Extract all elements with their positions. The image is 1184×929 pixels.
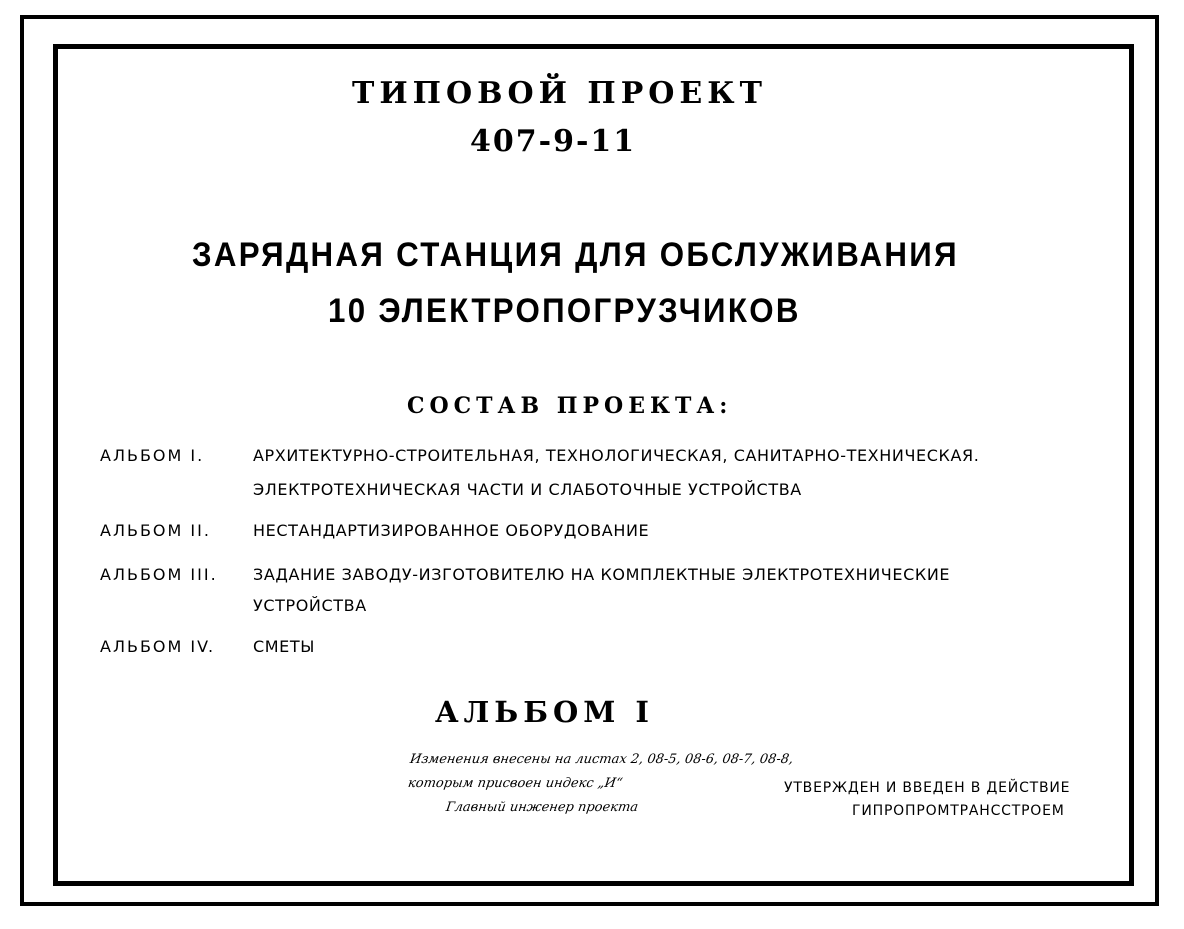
album-1-line2: ЭЛЕКТРОТЕХНИЧЕСКАЯ ЧАСТИ И СЛАБОТОЧНЫЕ УСТРОЙСТВА (253, 480, 802, 499)
change-note-line2: которым присвоен индекс „И“ (406, 776, 624, 791)
album-1-label: АЛЬБОМ I. (100, 446, 205, 465)
album-2-line1: НЕСТАНДАРТИЗИРОВАННОЕ ОБОРУДОВАНИЕ (253, 521, 650, 540)
album-1-line1: АРХИТЕКТУРНО-СТРОИТЕЛЬНАЯ, ТЕХНОЛОГИЧЕСКАЯ, САНИТАРНО-ТЕХНИЧЕСКАЯ. (253, 446, 980, 465)
album-4-label: АЛЬБОМ IV. (100, 637, 216, 656)
album-3-line2: УСТРОЙСТВА (253, 596, 367, 615)
album-3-line1: ЗАДАНИЕ ЗАВОДУ-ИЗГОТОВИТЕЛЮ НА КОМПЛЕКТНЫЕ ЭЛЕКТРОТЕХНИЧЕСКИЕ (253, 565, 951, 584)
album-4-line1: СМЕТЫ (253, 637, 315, 656)
approval-line1: УТВЕРЖДЕН И ВВЕДЕН В ДЕЙСТВИЕ (784, 780, 1071, 796)
project-title-line1: ЗАРЯДНАЯ СТАНЦИЯ ДЛЯ ОБСЛУЖИВАНИЯ (192, 236, 959, 274)
composition-heading: СОСТАВ ПРОЕКТА: (407, 393, 733, 419)
document-type: ТИПОВОЙ ПРОЕКТ (352, 76, 767, 111)
change-note-line1: Изменения внесены на листах 2, 08-5, 08-6, 08-7, 08-8, (408, 752, 795, 767)
album-title: АЛЬБОМ I (435, 695, 654, 729)
album-3-label: АЛЬБОМ III. (100, 565, 218, 584)
album-2-label: АЛЬБОМ II. (100, 521, 211, 540)
change-note-signature: Главный инженер проекта (444, 800, 640, 815)
project-title-line2: 10 ЭЛЕКТРОПОГРУЗЧИКОВ (328, 292, 801, 330)
project-number: 407-9-11 (470, 124, 637, 159)
approval-line2: ГИПРОПРОМТРАНССТРОЕМ (852, 803, 1065, 819)
